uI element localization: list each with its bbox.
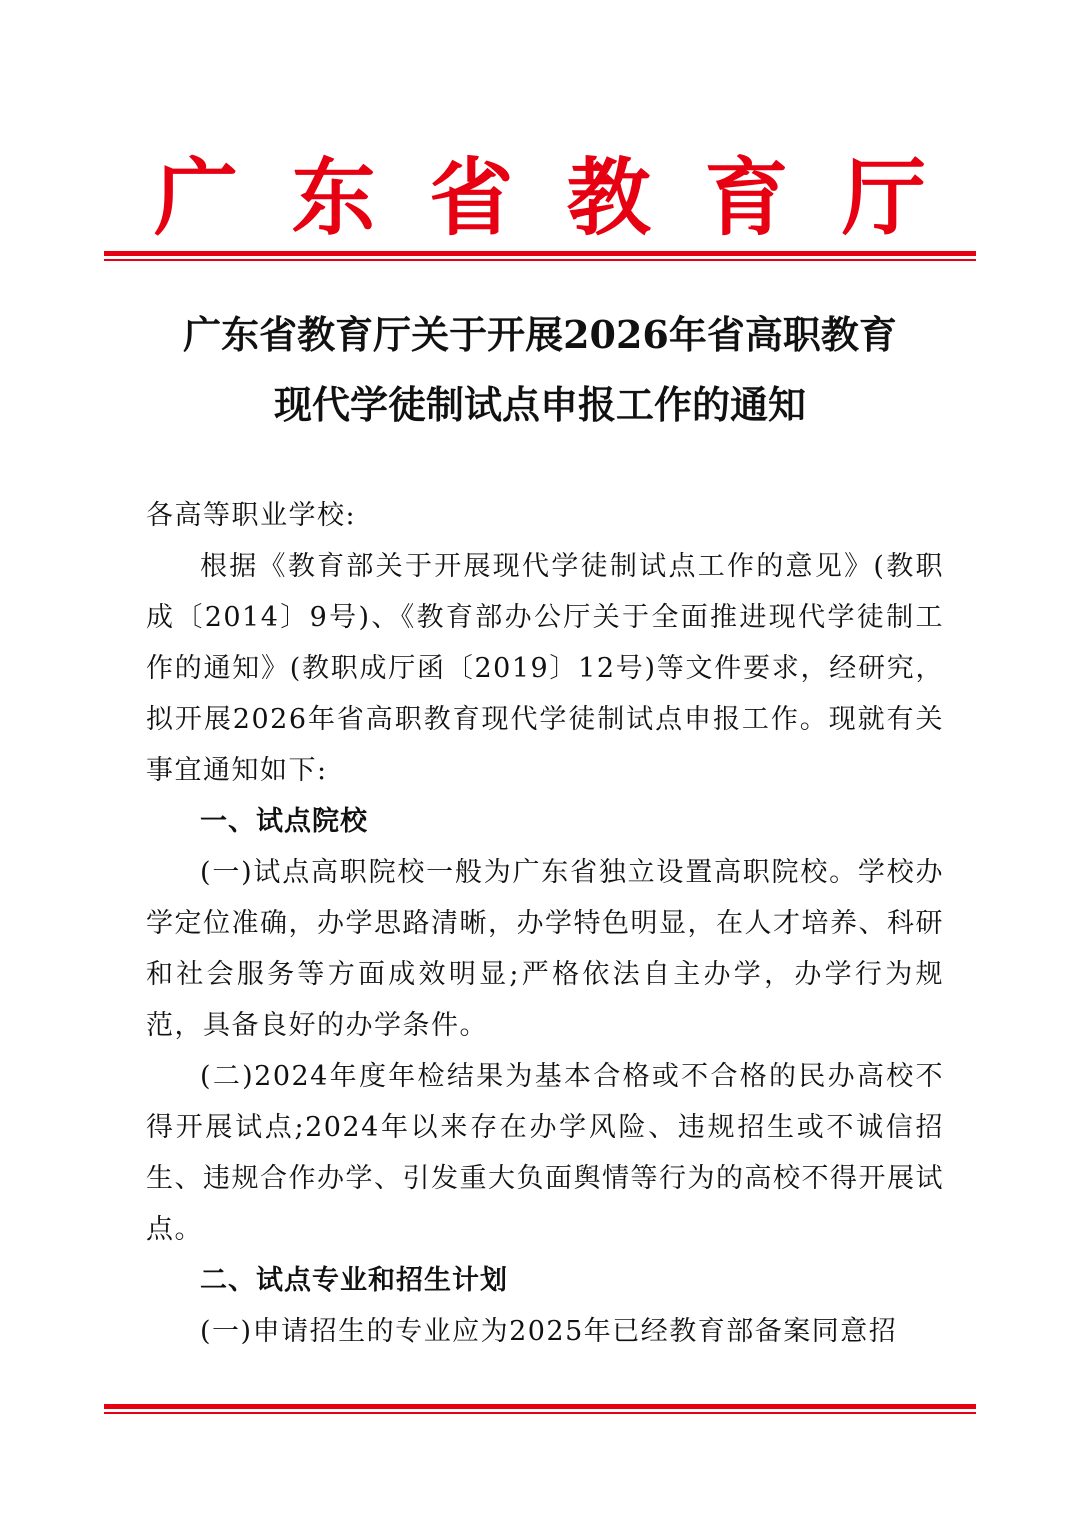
masthead-divider: [104, 251, 976, 261]
salutation: 各高等职业学校:: [146, 500, 357, 531]
section-1-item-1: (一)试点高职院校一般为广东省独立设置高职院校。学校办学定位准确，办学思路清晰，办学特色明显，在人才培养、科研和社会服务等方面成效明显;严格依法自主办学，办学行为规范，具备良好的办学条件。: [146, 857, 944, 1041]
title-line-1: 广东省教育厅关于开展2026年省高职教育: [183, 312, 897, 357]
footer-divider: [104, 1404, 976, 1414]
section-2-item-1: (一)申请招生的专业应为2025年已经教育部备案同意招: [200, 1316, 898, 1347]
masthead-char: 厅: [841, 149, 926, 247]
section-heading-2: 二、试点专业和招生计划: [200, 1265, 508, 1296]
section-heading-1: 一、试点院校: [200, 806, 368, 837]
masthead-char: 教: [566, 149, 651, 247]
document-title: [104, 300, 976, 440]
title-line-2: 现代学徒制试点申报工作的通知: [273, 382, 806, 427]
intro-paragraph: 根据《教育部关于开展现代学徒制试点工作的意见》(教职成〔2014〕9号)、《教育部办公厅关于全面推进现代学徒制工作的通知》(教职成厅函〔2019〕12号)等文件要求，经研究，拟开展2026年省高职教育现代学徒制试点申报工作。现就有关事宜通知如下:: [146, 551, 944, 786]
masthead-char: 广: [154, 149, 239, 247]
masthead: [104, 148, 976, 248]
section-1-item-2: (二)2024年度年检结果为基本合格或不合格的民办高校不得开展试点;2024年以来存在办学风险、违规招生或不诚信招生、违规合作办学、引发重大负面舆情等行为的高校不得开展试点。: [146, 1061, 944, 1245]
masthead-char: 育: [704, 149, 789, 247]
masthead-char: 东: [291, 149, 376, 247]
document-body: [146, 490, 944, 1357]
masthead-char: 省: [429, 149, 514, 247]
